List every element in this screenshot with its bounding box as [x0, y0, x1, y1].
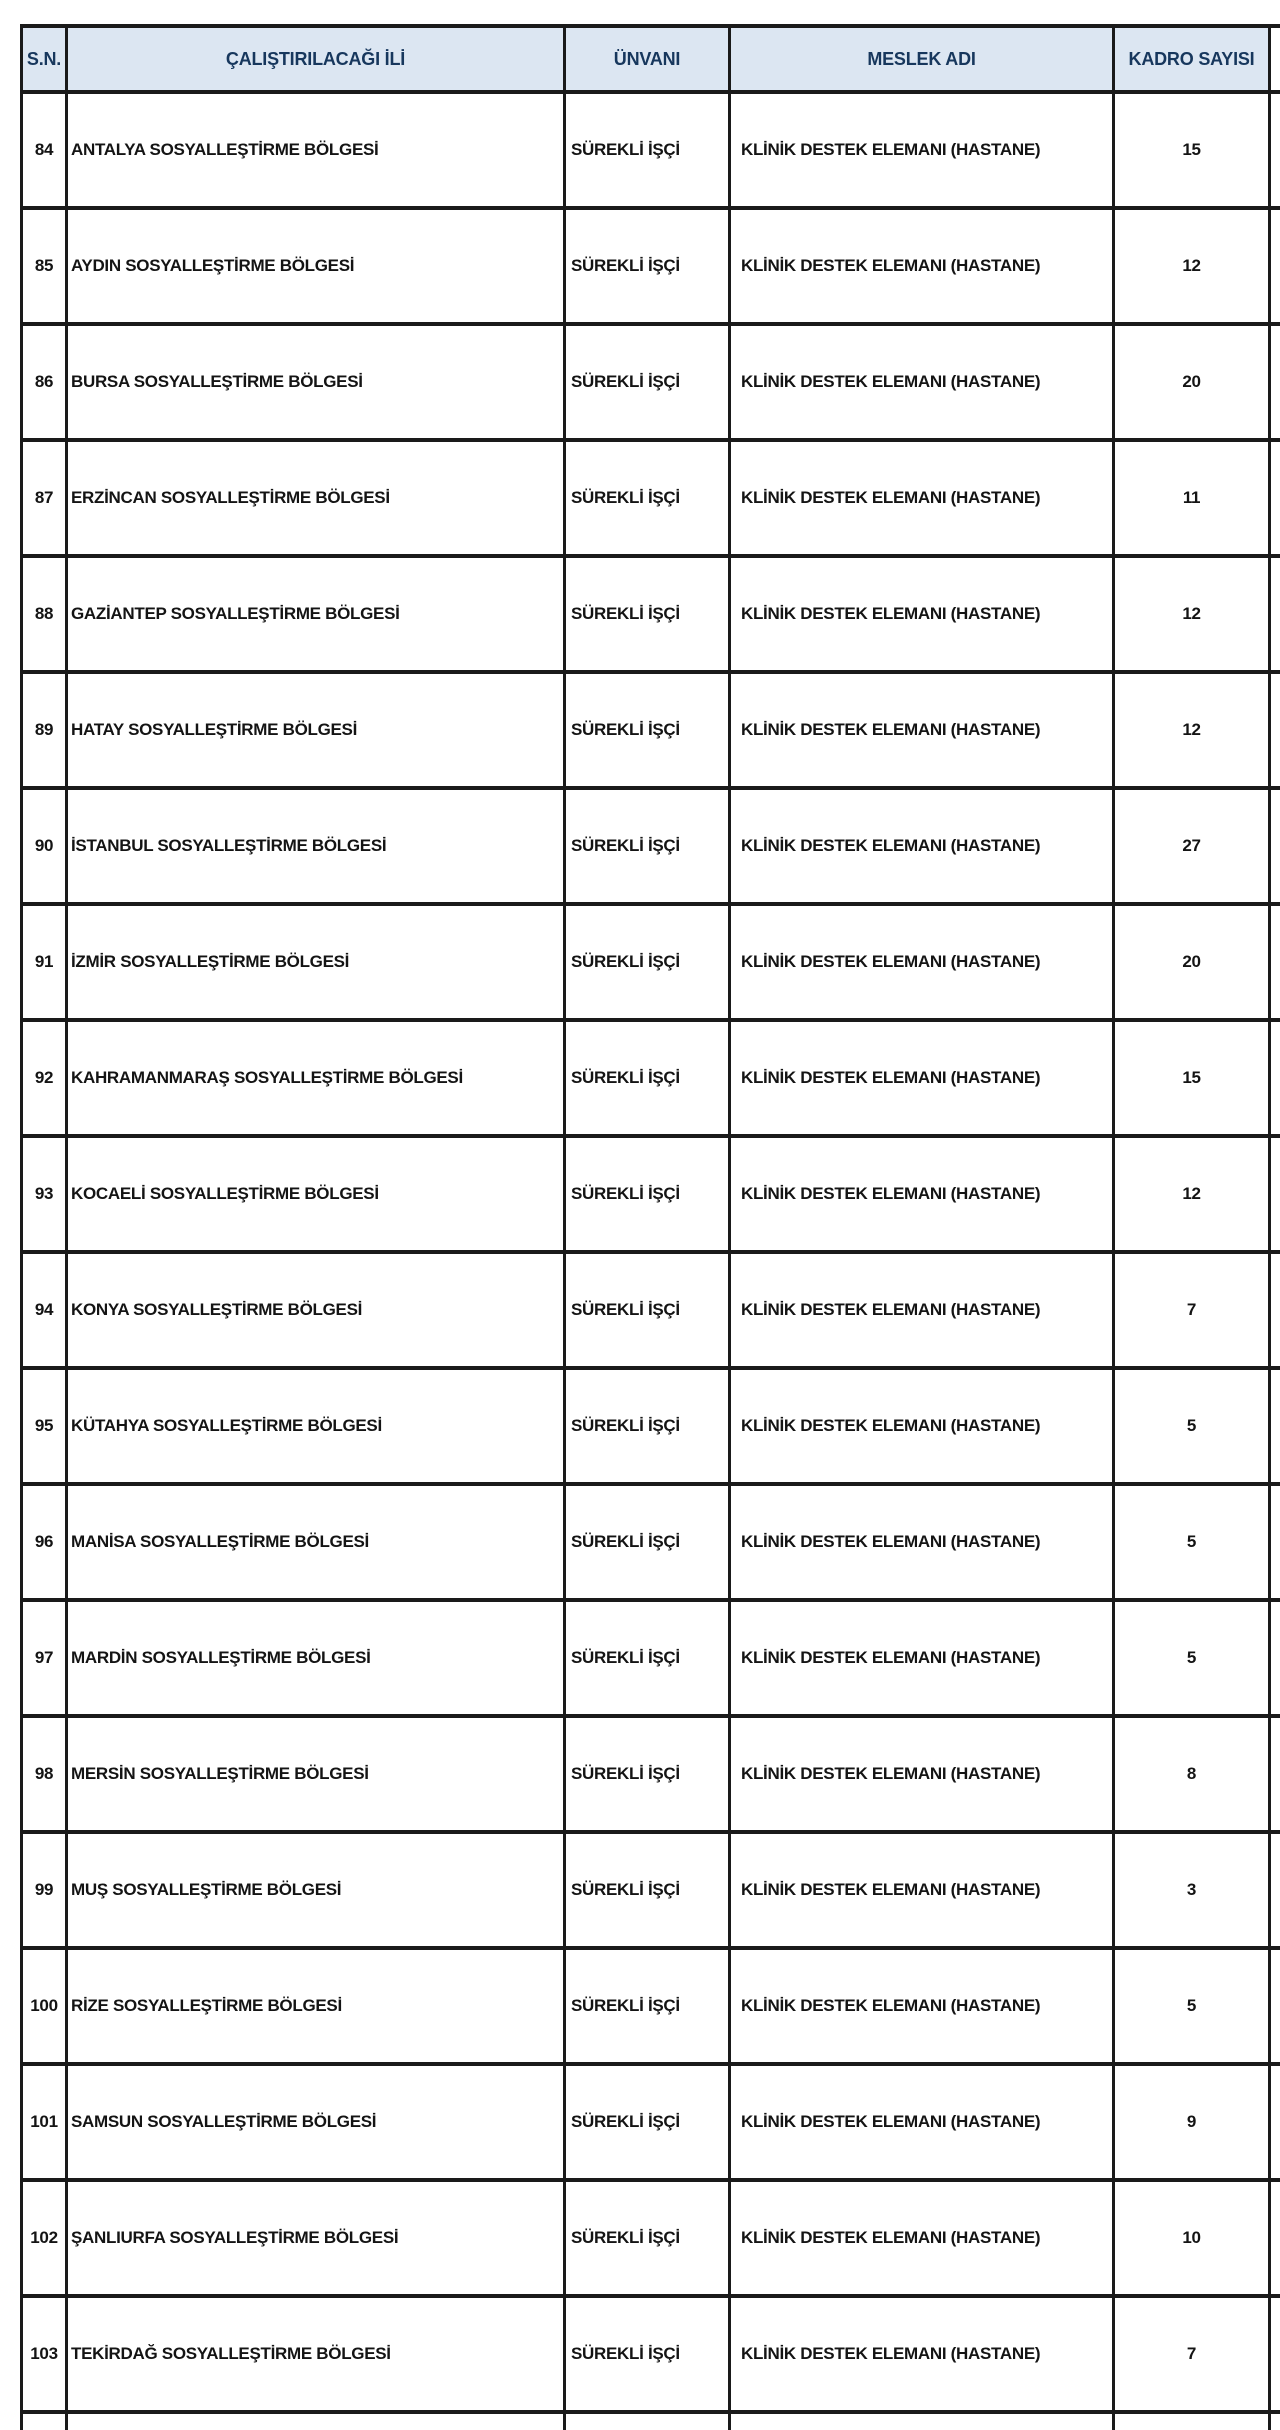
table-row: [22, 1948, 1280, 2064]
stub-cell: [67, 2412, 565, 2430]
cell-profession: KLİNİK DESTEK ELEMANI (HASTANE): [730, 2180, 1114, 2296]
table-row: [22, 1252, 1280, 1368]
cell-serial-number: 90: [22, 788, 67, 904]
cell-title: SÜREKLİ İŞÇİ: [565, 788, 730, 904]
cell-serial-number: 93: [22, 1136, 67, 1252]
cell-quota: 20: [1114, 324, 1270, 440]
cell-title: SÜREKLİ İŞÇİ: [565, 1484, 730, 1600]
cell-profession: KLİNİK DESTEK ELEMANI (HASTANE): [730, 2064, 1114, 2180]
cell-quota: 9: [1114, 2064, 1270, 2180]
cell-city: AYDIN SOSYALLEŞTİRME BÖLGESİ: [67, 208, 565, 324]
cell-title: SÜREKLİ İŞÇİ: [565, 904, 730, 1020]
cell-cropped-column: [1270, 1484, 1280, 1600]
stub-cell: [22, 2412, 67, 2430]
cell-profession: KLİNİK DESTEK ELEMANI (HASTANE): [730, 324, 1114, 440]
cell-city: SAMSUN SOSYALLEŞTİRME BÖLGESİ: [67, 2064, 565, 2180]
stub-cell: [1114, 2412, 1270, 2430]
cell-title: SÜREKLİ İŞÇİ: [565, 1136, 730, 1252]
cell-cropped-column: [1270, 556, 1280, 672]
cell-quota: 12: [1114, 672, 1270, 788]
cell-quota: 3: [1114, 1832, 1270, 1948]
cell-serial-number: 101: [22, 2064, 67, 2180]
cell-cropped-column: [1270, 1136, 1280, 1252]
cell-cropped-column: [1270, 208, 1280, 324]
cell-cropped-column: [1270, 672, 1280, 788]
cell-profession: KLİNİK DESTEK ELEMANI (HASTANE): [730, 208, 1114, 324]
cell-city: TEKİRDAĞ SOSYALLEŞTİRME BÖLGESİ: [67, 2296, 565, 2412]
table-row: [22, 324, 1280, 440]
cell-cropped-column: [1270, 2180, 1280, 2296]
cell-cropped-column: [1270, 1716, 1280, 1832]
cell-quota: 7: [1114, 1252, 1270, 1368]
table-header-row: [22, 26, 1280, 92]
col-header-serial-number: S.N.: [22, 26, 67, 92]
cell-serial-number: 99: [22, 1832, 67, 1948]
cell-profession: KLİNİK DESTEK ELEMANI (HASTANE): [730, 1716, 1114, 1832]
cell-title: SÜREKLİ İŞÇİ: [565, 1600, 730, 1716]
cell-title: SÜREKLİ İŞÇİ: [565, 1948, 730, 2064]
cell-serial-number: 86: [22, 324, 67, 440]
cell-profession: KLİNİK DESTEK ELEMANI (HASTANE): [730, 1484, 1114, 1600]
cell-quota: 8: [1114, 1716, 1270, 1832]
col-header-cropped-column: [1270, 26, 1280, 92]
cell-title: SÜREKLİ İŞÇİ: [565, 1368, 730, 1484]
cell-title: SÜREKLİ İŞÇİ: [565, 208, 730, 324]
cell-quota: 12: [1114, 208, 1270, 324]
cell-cropped-column: [1270, 1252, 1280, 1368]
cell-serial-number: 92: [22, 1020, 67, 1136]
cell-title: SÜREKLİ İŞÇİ: [565, 2180, 730, 2296]
cell-city: İZMİR SOSYALLEŞTİRME BÖLGESİ: [67, 904, 565, 1020]
cell-quota: 10: [1114, 2180, 1270, 2296]
cell-quota: 5: [1114, 1948, 1270, 2064]
cell-city: HATAY SOSYALLEŞTİRME BÖLGESİ: [67, 672, 565, 788]
table-row: [22, 1484, 1280, 1600]
cell-serial-number: 95: [22, 1368, 67, 1484]
table-row: [22, 1136, 1280, 1252]
cell-title: SÜREKLİ İŞÇİ: [565, 324, 730, 440]
cell-quota: 11: [1114, 440, 1270, 556]
table-row: [22, 208, 1280, 324]
table-row: [22, 556, 1280, 672]
cell-title: SÜREKLİ İŞÇİ: [565, 1716, 730, 1832]
cell-title: SÜREKLİ İŞÇİ: [565, 1832, 730, 1948]
cell-city: ERZİNCAN SOSYALLEŞTİRME BÖLGESİ: [67, 440, 565, 556]
cell-cropped-column: [1270, 324, 1280, 440]
cell-city: KOCAELİ SOSYALLEŞTİRME BÖLGESİ: [67, 1136, 565, 1252]
col-header-profession: MESLEK ADI: [730, 26, 1114, 92]
table-row: [22, 904, 1280, 1020]
table-row: [22, 1600, 1280, 1716]
cell-city: GAZİANTEP SOSYALLEŞTİRME BÖLGESİ: [67, 556, 565, 672]
table-row: [22, 788, 1280, 904]
stub-cell: [1270, 2412, 1280, 2430]
table-body: [22, 92, 1280, 2412]
cell-profession: KLİNİK DESTEK ELEMANI (HASTANE): [730, 904, 1114, 1020]
cell-city: KÜTAHYA SOSYALLEŞTİRME BÖLGESİ: [67, 1368, 565, 1484]
cell-serial-number: 85: [22, 208, 67, 324]
cell-city: MANİSA SOSYALLEŞTİRME BÖLGESİ: [67, 1484, 565, 1600]
cell-profession: KLİNİK DESTEK ELEMANI (HASTANE): [730, 1252, 1114, 1368]
cell-cropped-column: [1270, 2064, 1280, 2180]
cell-cropped-column: [1270, 1948, 1280, 2064]
cell-quota: 7: [1114, 2296, 1270, 2412]
cell-title: SÜREKLİ İŞÇİ: [565, 440, 730, 556]
cell-cropped-column: [1270, 904, 1280, 1020]
cell-profession: KLİNİK DESTEK ELEMANI (HASTANE): [730, 672, 1114, 788]
cell-city: MUŞ SOSYALLEŞTİRME BÖLGESİ: [67, 1832, 565, 1948]
cell-profession: KLİNİK DESTEK ELEMANI (HASTANE): [730, 788, 1114, 904]
table-row: [22, 1716, 1280, 1832]
cell-serial-number: 94: [22, 1252, 67, 1368]
stub-cell: [565, 2412, 730, 2430]
cell-profession: KLİNİK DESTEK ELEMANI (HASTANE): [730, 1136, 1114, 1252]
table-row: [22, 440, 1280, 556]
cell-quota: 5: [1114, 1368, 1270, 1484]
cell-title: SÜREKLİ İŞÇİ: [565, 2296, 730, 2412]
cell-serial-number: 100: [22, 1948, 67, 2064]
cell-title: SÜREKLİ İŞÇİ: [565, 1252, 730, 1368]
cell-title: SÜREKLİ İŞÇİ: [565, 2064, 730, 2180]
cell-city: BURSA SOSYALLEŞTİRME BÖLGESİ: [67, 324, 565, 440]
cell-quota: 27: [1114, 788, 1270, 904]
cell-city: ANTALYA SOSYALLEŞTİRME BÖLGESİ: [67, 92, 565, 208]
cell-serial-number: 87: [22, 440, 67, 556]
table-row: [22, 2180, 1280, 2296]
cell-serial-number: 103: [22, 2296, 67, 2412]
cell-quota: 12: [1114, 556, 1270, 672]
col-header-city: ÇALIŞTIRILACAĞI İLİ: [67, 26, 565, 92]
cell-serial-number: 89: [22, 672, 67, 788]
cell-profession: KLİNİK DESTEK ELEMANI (HASTANE): [730, 556, 1114, 672]
cell-serial-number: 96: [22, 1484, 67, 1600]
cropped-next-row-stub: [22, 2412, 1280, 2430]
cell-title: SÜREKLİ İŞÇİ: [565, 1020, 730, 1136]
cell-profession: KLİNİK DESTEK ELEMANI (HASTANE): [730, 1948, 1114, 2064]
cell-profession: KLİNİK DESTEK ELEMANI (HASTANE): [730, 1600, 1114, 1716]
cell-quota: 12: [1114, 1136, 1270, 1252]
table-row: [22, 1832, 1280, 1948]
table-row: [22, 1368, 1280, 1484]
col-header-quota: KADRO SAYISI: [1114, 26, 1270, 92]
col-header-title: ÜNVANI: [565, 26, 730, 92]
cell-serial-number: 97: [22, 1600, 67, 1716]
cell-serial-number: 98: [22, 1716, 67, 1832]
cell-cropped-column: [1270, 92, 1280, 208]
table-row: [22, 92, 1280, 208]
cell-serial-number: 91: [22, 904, 67, 1020]
cell-title: SÜREKLİ İŞÇİ: [565, 92, 730, 208]
cell-title: SÜREKLİ İŞÇİ: [565, 556, 730, 672]
staffing-quota-table: [20, 24, 1280, 2430]
cell-profession: KLİNİK DESTEK ELEMANI (HASTANE): [730, 2296, 1114, 2412]
cell-title: SÜREKLİ İŞÇİ: [565, 672, 730, 788]
cell-quota: 20: [1114, 904, 1270, 1020]
cell-profession: KLİNİK DESTEK ELEMANI (HASTANE): [730, 92, 1114, 208]
table-row: [22, 1020, 1280, 1136]
cell-quota: 15: [1114, 92, 1270, 208]
cell-city: ŞANLIURFA SOSYALLEŞTİRME BÖLGESİ: [67, 2180, 565, 2296]
table-row: [22, 2064, 1280, 2180]
cell-city: KAHRAMANMARAŞ SOSYALLEŞTİRME BÖLGESİ: [67, 1020, 565, 1136]
table-row: [22, 2296, 1280, 2412]
cell-cropped-column: [1270, 788, 1280, 904]
table-viewport: [20, 24, 1280, 2430]
cell-city: İSTANBUL SOSYALLEŞTİRME BÖLGESİ: [67, 788, 565, 904]
cell-city: MERSİN SOSYALLEŞTİRME BÖLGESİ: [67, 1716, 565, 1832]
cell-cropped-column: [1270, 1368, 1280, 1484]
cell-cropped-column: [1270, 1600, 1280, 1716]
cell-quota: 15: [1114, 1020, 1270, 1136]
cell-profession: KLİNİK DESTEK ELEMANI (HASTANE): [730, 440, 1114, 556]
cell-cropped-column: [1270, 440, 1280, 556]
cell-city: MARDİN SOSYALLEŞTİRME BÖLGESİ: [67, 1600, 565, 1716]
cell-cropped-column: [1270, 1832, 1280, 1948]
cell-serial-number: 102: [22, 2180, 67, 2296]
cell-city: RİZE SOSYALLEŞTİRME BÖLGESİ: [67, 1948, 565, 2064]
cell-profession: KLİNİK DESTEK ELEMANI (HASTANE): [730, 1020, 1114, 1136]
cell-serial-number: 88: [22, 556, 67, 672]
table-row: [22, 672, 1280, 788]
cell-quota: 5: [1114, 1600, 1270, 1716]
stub-cell: [730, 2412, 1114, 2430]
cell-profession: KLİNİK DESTEK ELEMANI (HASTANE): [730, 1832, 1114, 1948]
cell-serial-number: 84: [22, 92, 67, 208]
cell-city: KONYA SOSYALLEŞTİRME BÖLGESİ: [67, 1252, 565, 1368]
cell-cropped-column: [1270, 1020, 1280, 1136]
cell-cropped-column: [1270, 2296, 1280, 2412]
cell-profession: KLİNİK DESTEK ELEMANI (HASTANE): [730, 1368, 1114, 1484]
cell-quota: 5: [1114, 1484, 1270, 1600]
